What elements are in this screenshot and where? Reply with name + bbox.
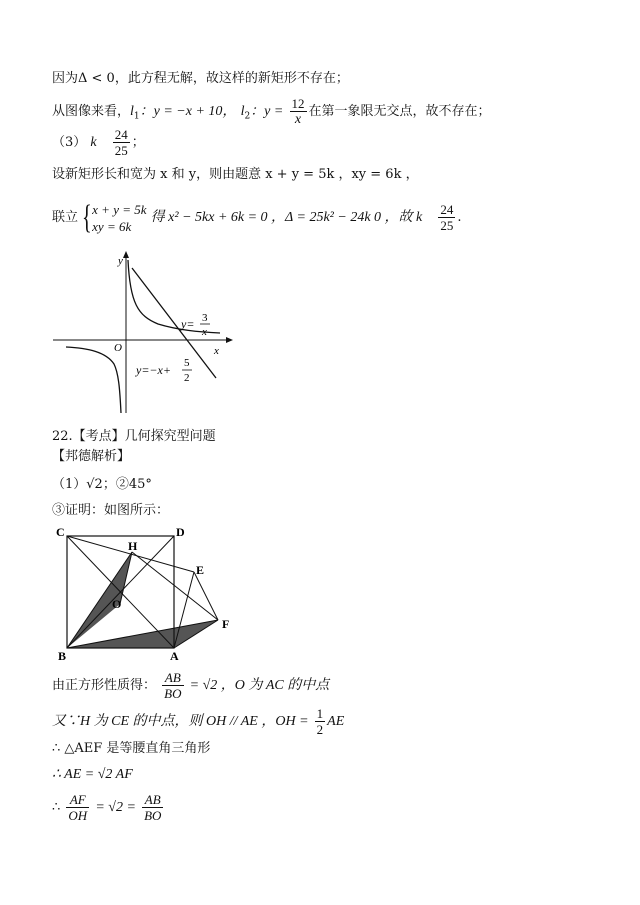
curve-label-den: x — [202, 326, 207, 338]
proof-1-suffix: = √2 ，O 为 AC 的中点 — [189, 678, 330, 693]
point-a-label: A — [170, 649, 179, 663]
fraction-denominator: BO — [144, 808, 162, 823]
section-22-answer — [52, 476, 152, 494]
line-5-prefix: 联立 — [52, 210, 79, 225]
fraction-numerator: 24 — [440, 202, 454, 217]
l2-symbol: l — [240, 104, 245, 119]
proof-5-prefix: ∴ — [52, 800, 61, 815]
fraction-ab-over-bo-2 — [142, 792, 163, 823]
line-5-end: . — [457, 210, 462, 225]
equation-system — [82, 198, 147, 236]
hyperbola-branch-q3 — [66, 347, 121, 413]
text-line-1 — [52, 70, 349, 88]
curve-label-num: 3 — [202, 312, 208, 324]
proof-line-5 — [52, 790, 165, 826]
fraction-denominator: x — [294, 112, 302, 127]
line-label-num: 5 — [184, 357, 190, 369]
system-eq-1: x + y = 5k — [92, 201, 147, 217]
section-22-title — [52, 428, 216, 446]
curve-label: y= — [181, 317, 195, 331]
proof-3-text: ∴ △AEF 是等腰直角三角形 — [52, 741, 211, 756]
proof-line-2 — [52, 704, 344, 740]
fraction-24-over-25-b — [438, 202, 455, 233]
line-2-suffix: 在第一象限无交点，故不存在； — [308, 104, 491, 119]
fraction-ab-over-bo — [162, 670, 183, 701]
fraction-af-over-oh — [66, 792, 89, 823]
point-e-label: E — [196, 563, 205, 577]
line-bh — [67, 552, 132, 648]
text-line-2 — [52, 96, 491, 126]
point-d-label: D — [176, 525, 185, 539]
point-b-label: B — [58, 649, 67, 663]
line-1-text: 因为Δ < 0，此方程无解，故这样的新矩形不存在； — [52, 71, 349, 86]
text-line-5 — [52, 198, 462, 238]
line-2-prefix: 从图像来看， — [52, 104, 131, 119]
function-graph — [48, 248, 238, 418]
part-3-label: （3） — [52, 135, 87, 150]
fraction-denominator: BO — [164, 686, 182, 701]
l1-subscript: 1 — [133, 111, 140, 122]
fraction-denominator: OH — [68, 808, 88, 823]
section-22-subtitle-text: 【邦德解析】 — [52, 449, 131, 464]
line-hf — [132, 552, 218, 620]
fraction-numerator: AB — [142, 792, 163, 808]
system-eq-2: xy = 6k — [92, 218, 132, 234]
fraction-denominator: 2 — [316, 722, 324, 737]
text-line-3 — [52, 126, 145, 160]
section-22-proof-intro — [52, 502, 169, 520]
proof-2-suffix: AE — [327, 714, 345, 729]
k-variable: k — [90, 135, 97, 150]
proof-4-text: ∴ AE = √2 AF — [52, 767, 133, 782]
fraction-denominator: 25 — [114, 143, 128, 158]
line-3-end: ； — [131, 135, 145, 150]
line-label: y=−x+ — [136, 363, 171, 377]
line-label-den: 2 — [184, 372, 190, 384]
fraction-numerator: 1 — [316, 706, 324, 721]
geometry-figure — [52, 524, 242, 664]
fraction-numerator: 12 — [291, 96, 305, 111]
point-f-label: F — [222, 617, 230, 631]
proof-intro-text: ③证明：如图所示： — [52, 503, 170, 518]
origin-label: O — [114, 342, 122, 354]
proof-5-middle: = √2 = — [95, 800, 136, 815]
section-22-subtitle — [52, 448, 130, 466]
y-axis-arrow — [123, 251, 129, 258]
l2-equation: ：y = — [250, 104, 284, 119]
l2-subscript: 2 — [244, 111, 251, 122]
line-5-middle: 得 x² − 5kx + 6k = 0 ，Δ = 25k² − 24k 0 ，故 k — [150, 210, 423, 225]
system-brace: { — [82, 198, 92, 236]
proof-line-3 — [52, 740, 210, 758]
fraction-denominator: 25 — [440, 218, 454, 233]
point-o-label: O — [112, 597, 122, 611]
proof-1-prefix: 由正方形性质得： — [52, 678, 157, 693]
point-c-label: C — [56, 525, 65, 539]
fraction-12-over-x — [290, 96, 307, 127]
line-4-text: 设新矩形长和宽为 x 和 y，则由题意 x + y = 5k ，xy = 6k ， — [52, 167, 419, 182]
l1-equation: ：y = −x + 10， — [139, 104, 237, 119]
proof-line-1 — [52, 668, 329, 704]
x-axis-arrow — [226, 337, 233, 343]
proof-line-4 — [52, 766, 133, 784]
y-axis-label: y — [118, 255, 123, 267]
fraction-numerator: AB — [162, 670, 183, 686]
point-h-label: H — [128, 539, 138, 553]
fraction-24-over-25 — [113, 127, 130, 158]
section-22-answer-text: （1）√2；②45° — [52, 477, 152, 492]
line-ef — [194, 572, 218, 620]
l1-symbol: l — [130, 104, 134, 119]
fraction-numerator: AF — [66, 792, 89, 808]
x-axis-label: x — [214, 345, 219, 357]
proof-2-prefix: 又∵H 为 CE 的中点，则 OH // AE ，OH = — [52, 714, 309, 729]
fraction-one-half — [315, 706, 326, 737]
text-line-4 — [52, 166, 419, 184]
section-22-title-text: 22.【考点】几何探究型问题 — [52, 429, 216, 444]
fraction-numerator: 24 — [114, 127, 128, 142]
